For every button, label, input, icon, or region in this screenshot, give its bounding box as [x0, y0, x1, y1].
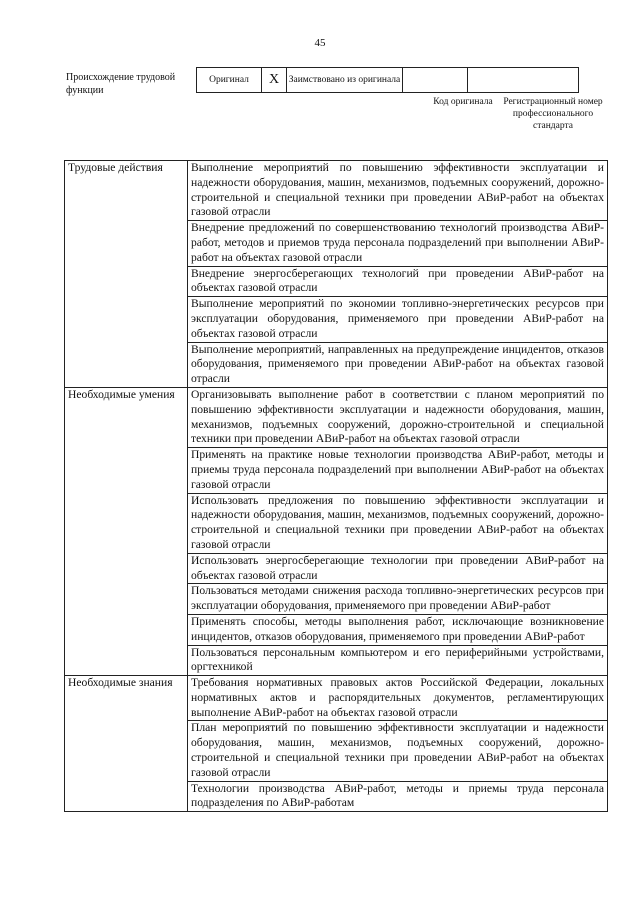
- table-row: [65, 387, 608, 447]
- section-item: Применять на практике новые технологии производства АВиР-работ, методы и приемы труда персонала подразделений при выполнении АВиР-работ на объектах газовой отрасли: [188, 448, 608, 493]
- section-item: Внедрение предложений по совершенствованию технологий производства АВиР-работ, методов и приемов труда персонала подразделений при выполнении АВиР-работ на объектах газовой отрасли: [188, 221, 608, 266]
- section-item: Требования нормативных правовых актов Российской Федерации, локальных нормативных актов и распорядительных документов, регламентирующих выполнение АВиР-работ на объектах газовой отрасли: [188, 676, 608, 721]
- table-row: [65, 161, 608, 221]
- section-item: Пользоваться персональным компьютером и его периферийными устройствами, оргтехникой: [188, 645, 608, 676]
- section-item: Выполнение мероприятий по повышению эффективности эксплуатации и надежности оборудования, машин, механизмов, подъемных сооружений, дорожно-строительной и специальной техники при проведении АВиР-работ на объектах газовой отрасли: [188, 161, 608, 221]
- labor-function-table: [64, 160, 608, 812]
- table-row: [65, 676, 608, 721]
- section-title: Трудовые действия: [65, 161, 188, 388]
- section-item: Использовать энергосберегающие технологии при проведении АВиР-работ на объектах газовой отрасли: [188, 553, 608, 584]
- original-cell: Оригинал: [197, 68, 262, 93]
- section-title: Необходимые умения: [65, 387, 188, 675]
- page-number: 45: [314, 37, 326, 49]
- section-item: Внедрение энергосберегающих технологий при проведении АВиР-работ на объектах газовой отрасли: [188, 266, 608, 297]
- code-caption: Код оригинала: [433, 97, 493, 107]
- section-item: Выполнение мероприятий по экономии топливно-энергетических ресурсов при эксплуатации оборудования, применяемого при проведении АВиР-работ на объектах газовой отрасли: [188, 297, 608, 342]
- section-item: Использовать предложения по повышению эффективности эксплуатации и надежности оборудования, машин, механизмов, подъемных сооружений, дорожно-строительной и специальной техники при проведении АВиР-работ на объектах газовой отрасли: [188, 493, 608, 553]
- section-item: Организовывать выполнение работ в соответствии с планом мероприятий по повышению эффективности эксплуатации и надежности оборудования, машин, механизмов, подъемных сооружений, дорожно-строительной и специальной техники при проведении АВиР-работ на объектах газовой отрасли: [188, 387, 608, 447]
- code-cell: [403, 68, 468, 93]
- reg-number-cell: [468, 68, 579, 93]
- section-item: Выполнение мероприятий, направленных на предупреждение инцидентов, отказов оборудования, применяемого при проведении АВиР-работ на объектах газовой отрасли: [188, 342, 608, 387]
- reg-number-caption: Регистрационный номер профессионального стандарта: [503, 97, 603, 131]
- origin-label: Происхождение трудовой функции: [66, 72, 176, 96]
- section-title: Необходимые знания: [65, 676, 188, 812]
- origin-table: [196, 67, 579, 93]
- section-item: План мероприятий по повышению эффективности эксплуатации и надежности оборудования, машин, механизмов, подъемных сооружений, дорожно-строительной и специальной техники при проведении АВиР-работ на объектах газовой отрасли: [188, 721, 608, 781]
- original-mark: X: [262, 68, 287, 93]
- section-item: Технологии производства АВиР-работ, методы и приемы труда персонала подразделения по АВиР-работам: [188, 781, 608, 812]
- section-item: Применять способы, методы выполнения работ, исключающие возникновение инцидентов, отказов оборудования, применяемого при проведении АВиР-работ: [188, 614, 608, 645]
- section-item: Пользоваться методами снижения расхода топливно-энергетических ресурсов при эксплуатации оборудования, применяемого при проведении АВиР-работ: [188, 584, 608, 615]
- borrowed-cell: Заимствовано из оригинала: [287, 68, 403, 93]
